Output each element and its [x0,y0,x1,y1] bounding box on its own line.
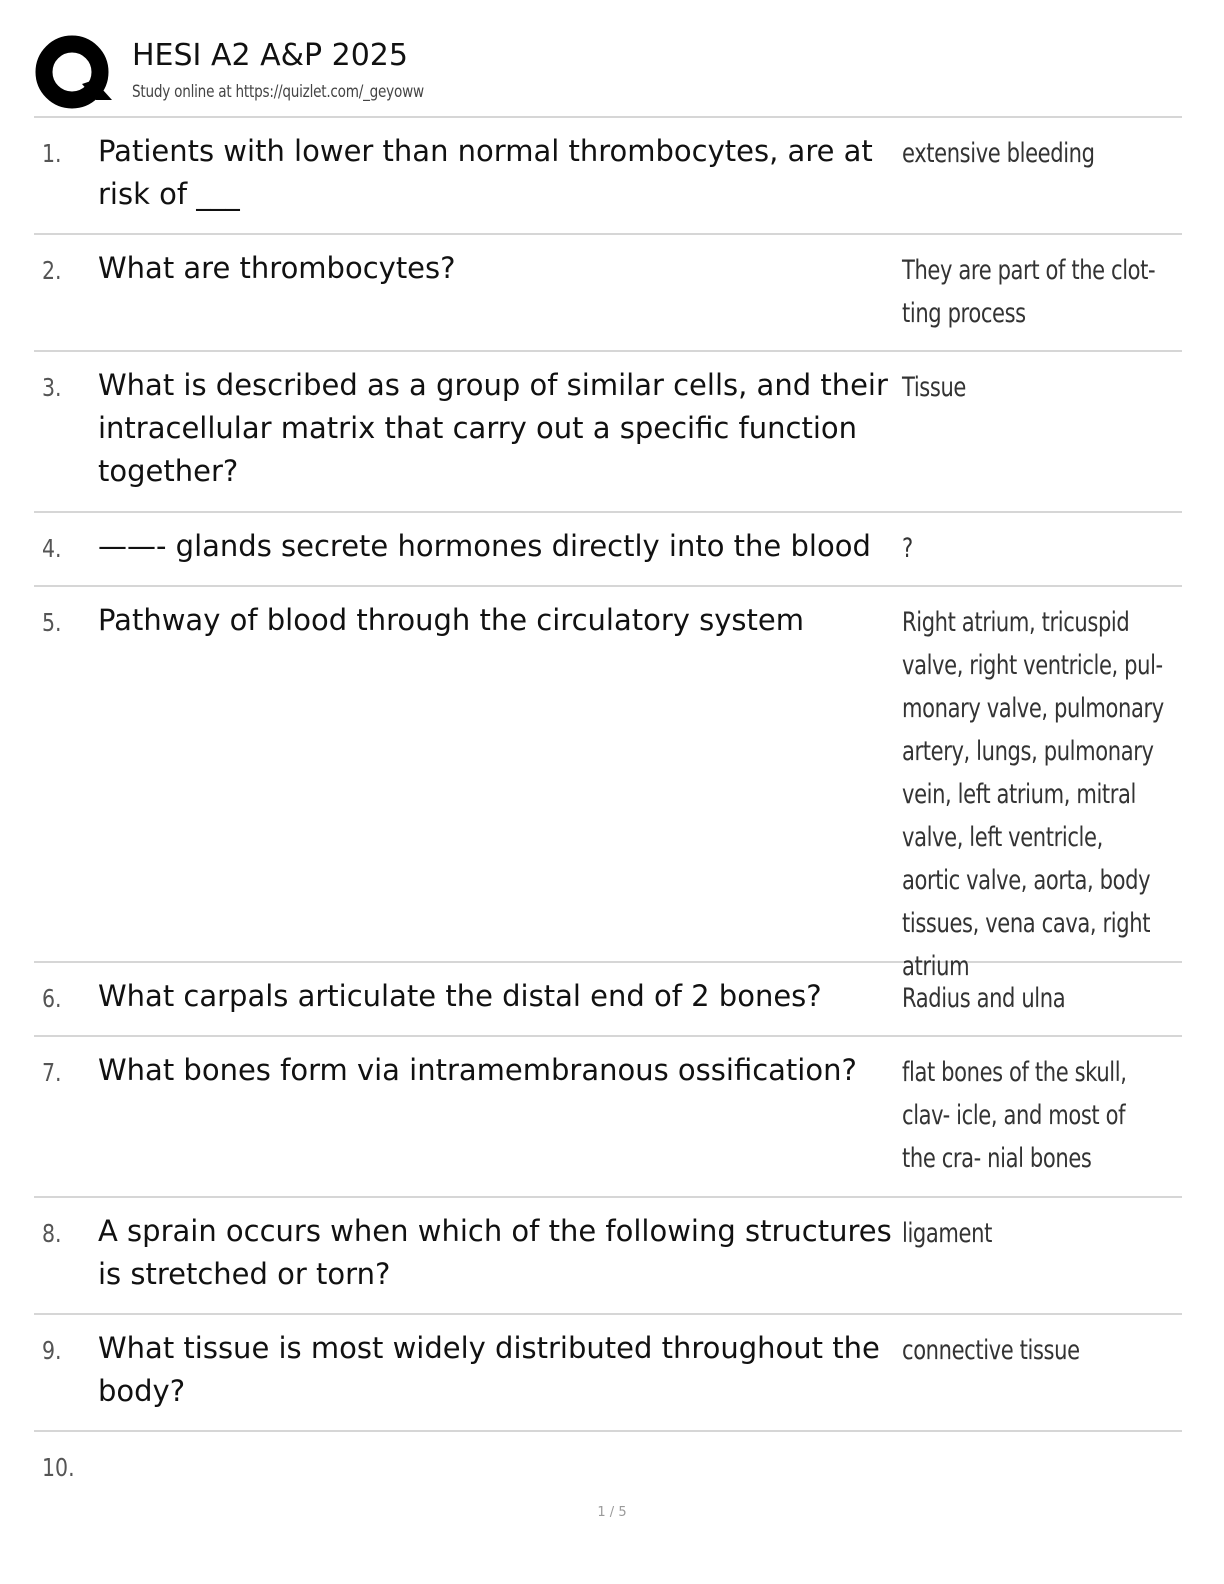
flashcard-row [34,587,1182,982]
card-definition: Right atrium, tricuspid valve, right ventricle, pul- monary valve, pulmonary artery, lungs, pulmonary vein, left atrium, mitral valve, left ventricle, aortic valve, aorta, body tissues, vena cava, right atrium [902,607,1164,982]
card-number: 9. [42,1336,62,1365]
card-number: 2. [42,256,62,285]
card-term: Patients with lower than normal thrombocytes, are at risk of ___ [98,134,873,211]
card-term: What tissue is most widely distributed throughout the body? [98,1331,880,1408]
card-term: What carpals articulate the distal end of 2 bones? [98,979,822,1013]
card-term: What is described as a group of similar cells, and their intracellular matrix that carry out a specific function together? [98,368,888,488]
card-definition: Radius and ulna [902,983,1066,1014]
card-definition: ligament [902,1218,992,1249]
card-number: 3. [42,373,62,402]
card-term: ——- glands secrete hormones directly into the blood [98,529,871,563]
card-number: 6. [42,984,62,1013]
flashcard-row [34,1315,1182,1432]
card-term: What are thrombocytes? [98,251,456,285]
flashcard-row [34,1198,1182,1315]
flashcard-list [34,118,1182,1502]
document-header [34,34,1184,116]
document-title: HESI A2 A&P 2025 [132,38,408,73]
flashcard-row [34,1432,1182,1502]
card-number: 10. [42,1453,75,1482]
flashcard-row [34,1037,1182,1198]
card-number: 5. [42,608,62,637]
card-number: 4. [42,534,62,563]
card-definition: Tissue [902,372,966,403]
card-term: What bones form via intramembranous ossification? [98,1053,857,1087]
card-term: A sprain occurs when which of the following structures is stretched or torn? [98,1214,892,1291]
card-definition: They are part of the clot- ting process [902,255,1156,329]
quizlet-logo-icon [34,34,114,114]
card-term: Pathway of blood through the circulatory system [98,603,804,637]
card-number: 7. [42,1058,62,1087]
page-number: 1 / 5 [597,1505,627,1520]
study-online-link[interactable]: Study online at https://quizlet.com/_geyoww [132,82,424,102]
flashcard-row [34,118,1182,235]
flashcard-row [34,513,1182,587]
card-definition: connective tissue [902,1335,1080,1366]
flashcard-row [34,963,1182,1037]
flashcard-row [34,352,1182,513]
flashcard-row [34,235,1182,352]
card-definition: ? [902,533,913,564]
card-number: 8. [42,1219,62,1248]
card-definition: extensive bleeding [902,138,1095,169]
card-number: 1. [42,139,62,168]
card-definition: flat bones of the skull, clav- icle, and most of the cra- nial bones [902,1057,1127,1174]
